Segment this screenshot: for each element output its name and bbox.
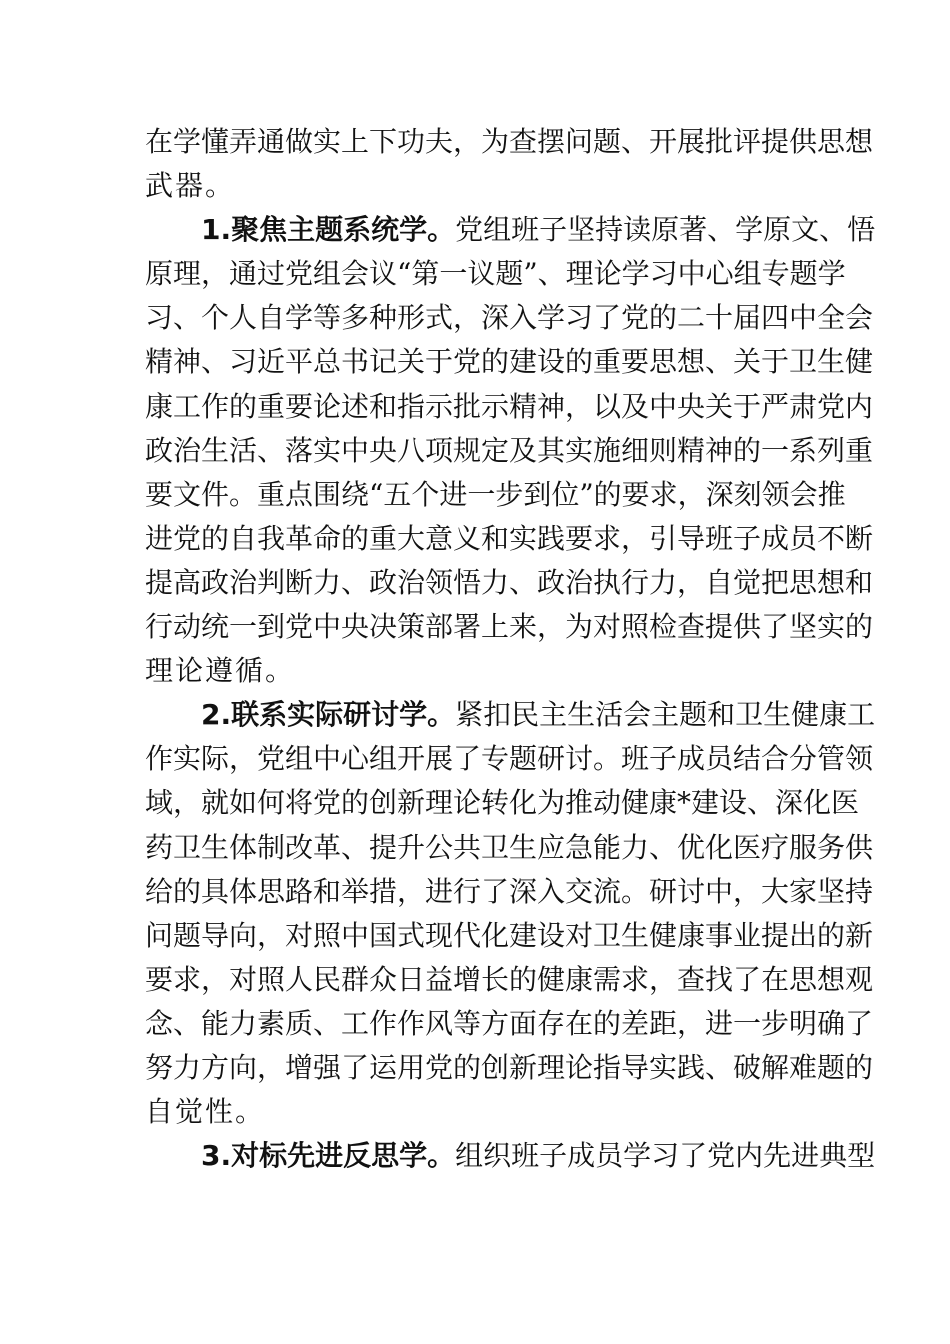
text-line: 给的具体思路和举措，进行了深入交流。研讨中，大家坚持: [145, 874, 874, 908]
text-line: 政治生活、落实中央八项规定及其实施细则精神的一系列重: [145, 433, 874, 467]
section-text: 党组班子坚持读原著、学原文、悟: [455, 213, 876, 247]
text-line: 药卫生体制改革、提升公共卫生应急能力、优化医疗服务供: [145, 830, 874, 864]
section-paragraph-1: [145, 208, 876, 693]
text-line: [145, 208, 876, 252]
section-heading: 2.联系实际研讨学。: [201, 698, 456, 732]
text-line: 行动统一到党中央决策部署上来，为对照检查提供了坚实的: [145, 610, 874, 644]
text-line: 原理，通过党组会议“第一议题”、理论学习中心组专题学: [145, 257, 846, 291]
section-paragraph-3: [145, 1134, 876, 1178]
text-line: 在学懂弄通做实上下功夫，为查摆问题、开展批评提供思想: [145, 125, 874, 158]
text-line: 理论遵循。: [145, 654, 296, 688]
text-line: 精神、习近平总书记关于党的建设的重要思想、关于卫生健: [145, 345, 874, 379]
text-line: 康工作的重要论述和指示批示精神，以及中央关于严肃党内: [145, 389, 874, 423]
section-text: 紧扣民主生活会主题和卫生健康工: [455, 698, 876, 732]
text-line: 要文件。重点围绕“五个进一步到位”的要求，深刻领会推: [145, 477, 846, 511]
text-line: 进党的自我革命的重大意义和实践要求，引导班子成员不断: [145, 521, 874, 555]
section-paragraph-2: [145, 693, 876, 1134]
text-line: 努力方向，增强了运用党的创新理论指导实践、破解难题的: [145, 1050, 874, 1084]
intro-paragraph: [145, 120, 874, 208]
text-line: 提高政治判断力、政治领悟力、政治执行力，自觉把思想和: [145, 565, 874, 599]
text-line: 习、个人自学等多种形式，深入学习了党的二十届四中全会: [145, 301, 874, 335]
section-heading: 1.聚焦主题系统学。: [201, 213, 456, 247]
text-line: 要求，对照人民群众日益增长的健康需求，查找了在思想观: [145, 962, 874, 996]
text-line: 武器。: [145, 169, 236, 203]
text-line: 作实际，党组中心组开展了专题研讨。班子成员结合分管领: [145, 742, 874, 776]
text-line: 问题导向，对照中国式现代化建设对卫生健康事业提出的新: [145, 918, 874, 952]
section-heading: 3.对标先进反思学。: [201, 1139, 456, 1173]
text-line: [145, 693, 876, 737]
document-page: [145, 120, 876, 1178]
text-line: 念、能力素质、工作作风等方面存在的差距，进一步明确了: [145, 1006, 874, 1040]
text-line: 域，就如何将党的创新理论转化为推动健康*建设、深化医: [145, 786, 860, 820]
text-line: 自觉性。: [145, 1095, 266, 1129]
section-text: 组织班子成员学习了党内先进典型: [455, 1139, 876, 1173]
text-line: [145, 1134, 876, 1178]
